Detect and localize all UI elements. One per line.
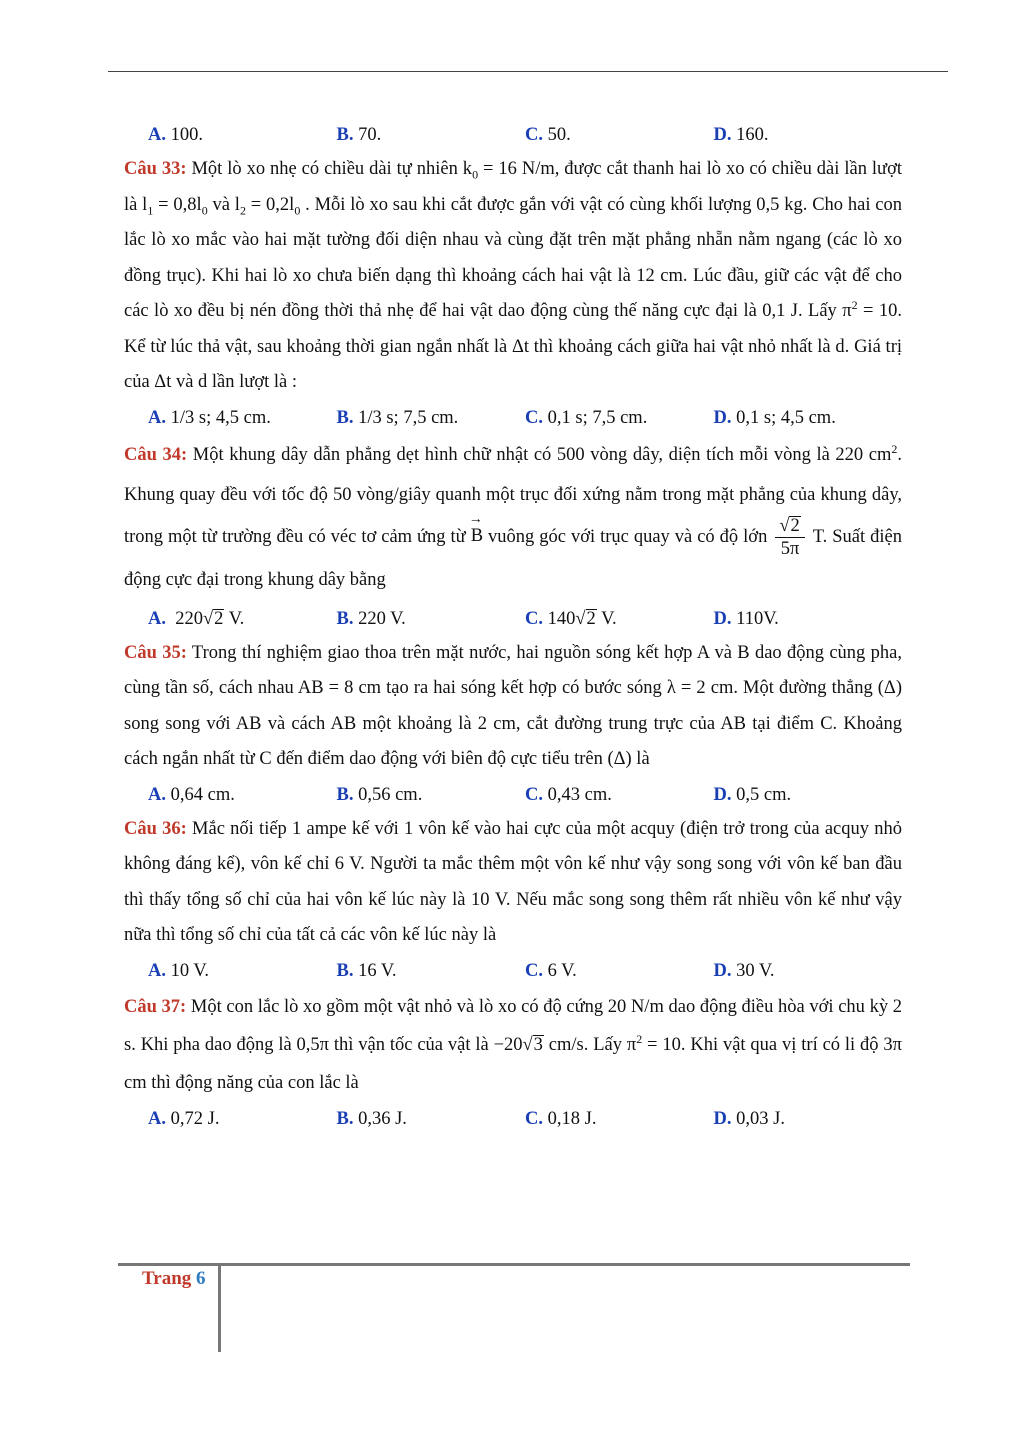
option-text: 0,1 s; 7,5 cm. [547,407,648,428]
question-text: Một lò xo nhẹ có chiều dài tự nhiên k [186,159,473,179]
option-letter: B. [336,960,354,981]
option-letter: B. [336,1108,354,1129]
option-text: 0,5 cm. [736,784,792,805]
option-letter: D. [713,960,732,981]
option-a [148,1102,337,1136]
option-letter: D. [713,1108,732,1129]
document-body [124,118,902,1136]
option-letter: C. [525,608,543,629]
page-number: 6 [196,1268,206,1289]
option-text: 0,36 J. [358,1108,407,1129]
option-text: 110V. [736,608,779,629]
option-letter: C. [525,1108,543,1129]
option-text: 50. [547,125,571,145]
option-text: 70. [358,125,382,145]
option-letter: B. [336,608,354,629]
radicand: 2 [214,608,224,629]
option-d [714,602,903,636]
option-text: 10 V. [170,960,210,981]
option-letter: C. [525,125,543,145]
options-q32 [124,118,902,152]
option-b [337,602,526,636]
question-text: = 16 N/m, được cắt thanh hai lò xo có chiều dài lần lượt là l [124,159,902,215]
question-text: T. Suất điện động cực đại trong khung dây bằng [124,526,902,590]
option-d [714,401,903,435]
option-text: V. [224,608,245,629]
option-text: 0,64 cm. [170,784,235,805]
page-number-label [142,1268,206,1290]
question-34 [124,435,902,600]
option-letter: C. [525,960,543,981]
option-c [525,954,714,988]
question-35 [124,636,902,778]
radicand: 2 [790,515,800,536]
question-text: = 0,8l [153,194,202,215]
question-33 [124,152,902,401]
vector-b: → B [471,516,483,556]
option-b [337,118,526,152]
option-d [714,778,903,812]
subscript: 0 [294,203,301,218]
option-letter: A. [148,960,166,981]
option-a [148,954,337,988]
option-b [337,401,526,435]
option-letter: C. [525,784,543,805]
question-text: = 10. Kể từ lúc thả vật, sau khoảng thời gian ngắn nhất là Δt thì khoảng cách giữa hai vật nhỏ nhất là d. Giá trị của Δt và d lần lượt là : [124,301,903,392]
option-c: C. 140√2 V. [525,608,617,629]
question-number: Câu 36: [124,818,187,839]
option-a [148,401,337,435]
option-letter: D. [713,125,732,145]
option-text: 0,1 s; 4,5 cm. [736,407,836,428]
subscript: 0 [472,167,479,182]
question-text: cm/s. Lấy π [543,1034,637,1055]
option-letter: D. [713,784,732,805]
subscript: 0 [201,203,208,218]
options-q34 [124,602,902,636]
page-label-text: Trang [142,1268,197,1289]
option-text: 1/3 s; 7,5 cm. [358,407,459,428]
option-c [525,778,714,812]
question-number: Câu 35: [124,642,187,663]
superscript: 2 [636,1031,643,1046]
option-text: V. [596,608,617,629]
option-text: 0,56 cm. [358,784,423,805]
velocity-value: −20 [493,1034,523,1055]
option-a [148,778,337,812]
option-c [525,118,714,152]
option-text: 0,43 cm. [547,784,612,805]
fraction [775,515,804,560]
option-b [337,954,526,988]
question-text: = 10. Khi vật qua vị trí có li độ 3π cm thì động năng của con lắc là [124,1034,903,1093]
superscript: 2 [891,441,898,456]
subscript: 2 [239,203,246,218]
option-text: 16 V. [358,960,397,981]
option-letter: A. [148,608,166,629]
option-d [714,1102,903,1136]
option-text: 1/3 s; 4,5 cm. [170,407,271,428]
question-text: Một khung dây dẫn phẳng dẹt hình chữ nhật có 500 vòng dây, diện tích mỗi vòng là 220 cm [187,444,892,465]
option-text: 140 [547,608,576,629]
question-text: . Mỗi lò xo sau khi cắt được gắn với vật có cùng khối lượng 0,5 kg. Cho hai con lắc lò xo mắc vào hai mặt tường đối diện nhau và cùng đặt trên mặt phẳng nhẵn nằm ngang (các lò xo đồng trục). Khi hai lò xo chưa biến dạng thì khoảng cách hai vật là 12 cm. Lúc đầu, giữ các vật để cho các lò xo đều bị nén đồng thời thả nhẹ để hai vật dao động cùng thế năng cực đại là 0,1 J. Lấy π [124,194,903,321]
option-letter: A. [148,407,166,428]
option-letter: D. [713,608,732,629]
option-text: 30 V. [736,960,775,981]
question-number: Câu 34: [124,444,188,465]
option-text: 0,03 J. [736,1108,785,1129]
options-q37 [124,1102,902,1136]
fraction-denominator: 5π [780,538,800,559]
options-q35 [124,778,902,812]
fraction-numerator: √2 [775,515,804,538]
option-letter: B. [336,407,354,428]
option-text: 0,18 J. [547,1108,597,1129]
radicand: 2 [586,608,596,629]
question-text: = 0,2l [245,194,295,215]
question-37: Câu 37: Một con lắc lò xo gồm một vật nhỏ và lò xo có độ cứng 20 N/m dao động điều hòa với chu kỳ 2 s. Khi pha dao động là 0,5π thì vận tốc của vật là −20√3 cm/s. Lấy $\pi^2 = 10$. Khi vật qua vị trí có li độ 3π cm thì động năng của con lắc là [124,996,903,1093]
option-text: 6 V. [547,960,577,981]
question-text: Trong thí nghiệm giao thoa trên mặt nước, hai nguồn sóng kết hợp A và B dao động cùng pha, cùng tần số, cách nhau AB = 8 cm tạo ra hai sóng kết hợp có bước sóng λ = 2 cm. Một đường thẳng (Δ) song song với AB và cách AB một khoảng là 2 cm, cắt đường trung trực của AB tại điểm C. Khoảng cách ngắn nhất từ C đến điểm dao động với biên độ cực tiểu trên (Δ) là [124,642,902,769]
option-a [148,118,337,152]
question-number: Câu 33: [124,159,187,179]
option-c [525,401,714,435]
options-q33 [124,401,902,435]
option-d [714,118,903,152]
option-letter: B. [336,784,354,805]
header-rule [108,71,948,72]
subscript: 1 [147,203,154,218]
option-text: 0,72 J. [170,1108,220,1129]
option-d [714,954,903,988]
option-a: A. 220√2 V. [148,608,245,629]
option-letter: B. [336,125,354,145]
option-b [337,1102,526,1136]
superscript: 2 [851,297,858,312]
options-q36 [124,954,902,988]
question-text: Mắc nối tiếp 1 ampe kế với 1 vôn kế vào hai cực của một acquy (điện trở trong của acquy nhỏ không đáng kể), vôn kế chỉ 6 V. Người ta mắc thêm một vôn kế như vậy song song với vôn kế ban đầu thì thấy tổng số chỉ của hai vôn kế lúc này là 10 V. Nếu mắc song song thêm rất nhiều vôn kế như vậy nữa thì tổng số chỉ của tất cả các vôn kế lúc này là [124,818,902,945]
footer-rule [118,1263,910,1266]
question-text: Một con lắc lò xo gồm một vật nhỏ và lò xo có độ cứng 20 N/m dao động điều hòa với chu kỳ 2 s. Khi pha dao động là 0,5π thì vận tốc của vật là [124,996,902,1055]
question-text: vuông góc với trục quay và có độ lớn [483,526,768,547]
option-letter: A. [148,125,166,145]
question-text: . Khung quay đều với tốc độ 50 vòng/giây quanh một trục đối xứng nằm trong mặt phẳng của khung dây, trong một từ trường đều có véc tơ cảm ứng từ [124,444,902,547]
option-text: 220 V. [358,608,406,629]
option-text: 220 [175,608,203,629]
option-b [337,778,526,812]
option-letter: C. [525,407,543,428]
option-text: 160. [736,125,769,145]
option-letter: D. [713,407,732,428]
option-letter: A. [148,784,166,805]
footer-divider [218,1266,221,1352]
question-text: và l [207,194,240,215]
question-number: Câu 37: [124,996,187,1017]
question-36 [124,812,902,954]
option-c [525,1102,714,1136]
option-text: 100. [170,125,203,145]
option-letter: A. [148,1108,166,1129]
radicand: 3 [533,1034,543,1055]
